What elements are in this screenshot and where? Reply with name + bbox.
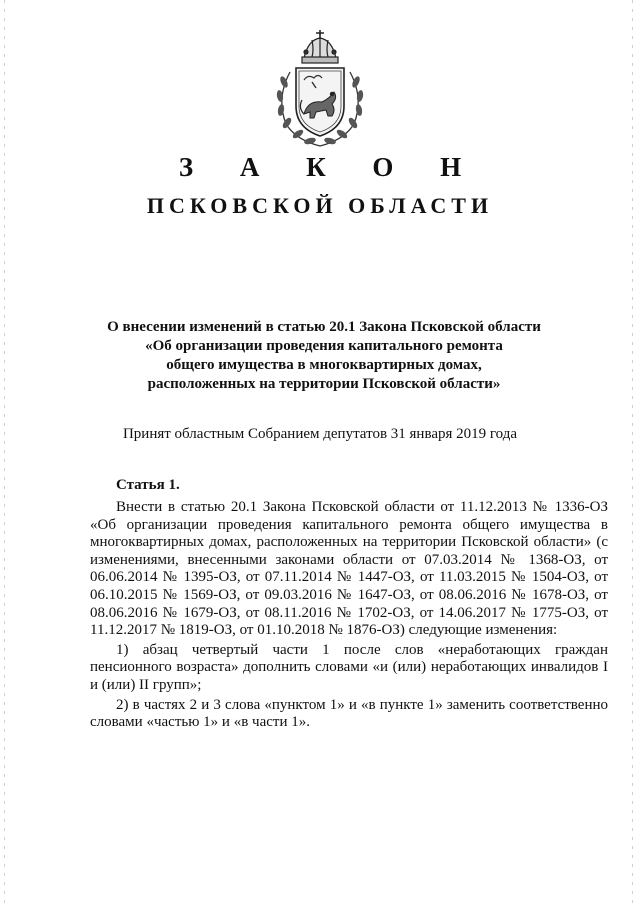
left-scan-edge [4, 0, 5, 905]
adoption-note: Принят областным Собранием депутатов 31 января 2019 года [122, 426, 518, 442]
subject-line: «Об организации проведения капитального ремонта [145, 338, 503, 354]
article-paragraph: 1) абзац четвертый части 1 после слов «неработающих граждан пенсионного возраста» дополнить словами «и (или) неработающих инвалидов I и (или) II групп»; [90, 641, 608, 693]
subject-line: общего имущества в многоквартирных домах, [166, 357, 482, 373]
document-subtitle: ПСКОВСКОЙ ОБЛАСТИ [146, 193, 494, 218]
subject-line: расположенных на территории Псковской области» [147, 376, 501, 392]
article-heading: Статья 1. [116, 477, 180, 493]
article-body [90, 499, 608, 732]
document-title: З А К О Н [178, 152, 482, 182]
pskov-coat-of-arms-icon [268, 28, 372, 152]
article-paragraph: Внести в статью 20.1 Закона Псковской области от 11.12.2013 № 1336-ОЗ «Об организации проведения капитального ремонта общего имущества в многоквартирных домах, расположенных на территории Псковской области» (с изменениями, внесенными законами области от 07.03.2014 № 1368-ОЗ, от 06.06.2014 № 1395-ОЗ, от 07.11.2014 № 1447-ОЗ, от 11.03.2015 № 1504-ОЗ, от 06.10.2015 № 1569-ОЗ, от 09.03.2016 № 1647-ОЗ, от 08.06.2016 № 1678-ОЗ, от 08.06.2016 № 1679-ОЗ, от 08.11.2016 № 1702-ОЗ, от 14.06.2017 № 1775-ОЗ, от 11.12.2017 № 1819-ОЗ, от 01.10.2018 № 1876-ОЗ) следующие изменения: [90, 499, 608, 639]
subject-line: О внесении изменений в статью 20.1 Закона Псковской области [107, 319, 541, 335]
article-paragraph: 2) в частях 2 и 3 слова «пунктом 1» и «в пункте 1» заменить соответственно словами «частью 1» и «в части 1». [90, 696, 608, 731]
law-subject [90, 318, 558, 394]
right-scan-edge [632, 0, 633, 905]
